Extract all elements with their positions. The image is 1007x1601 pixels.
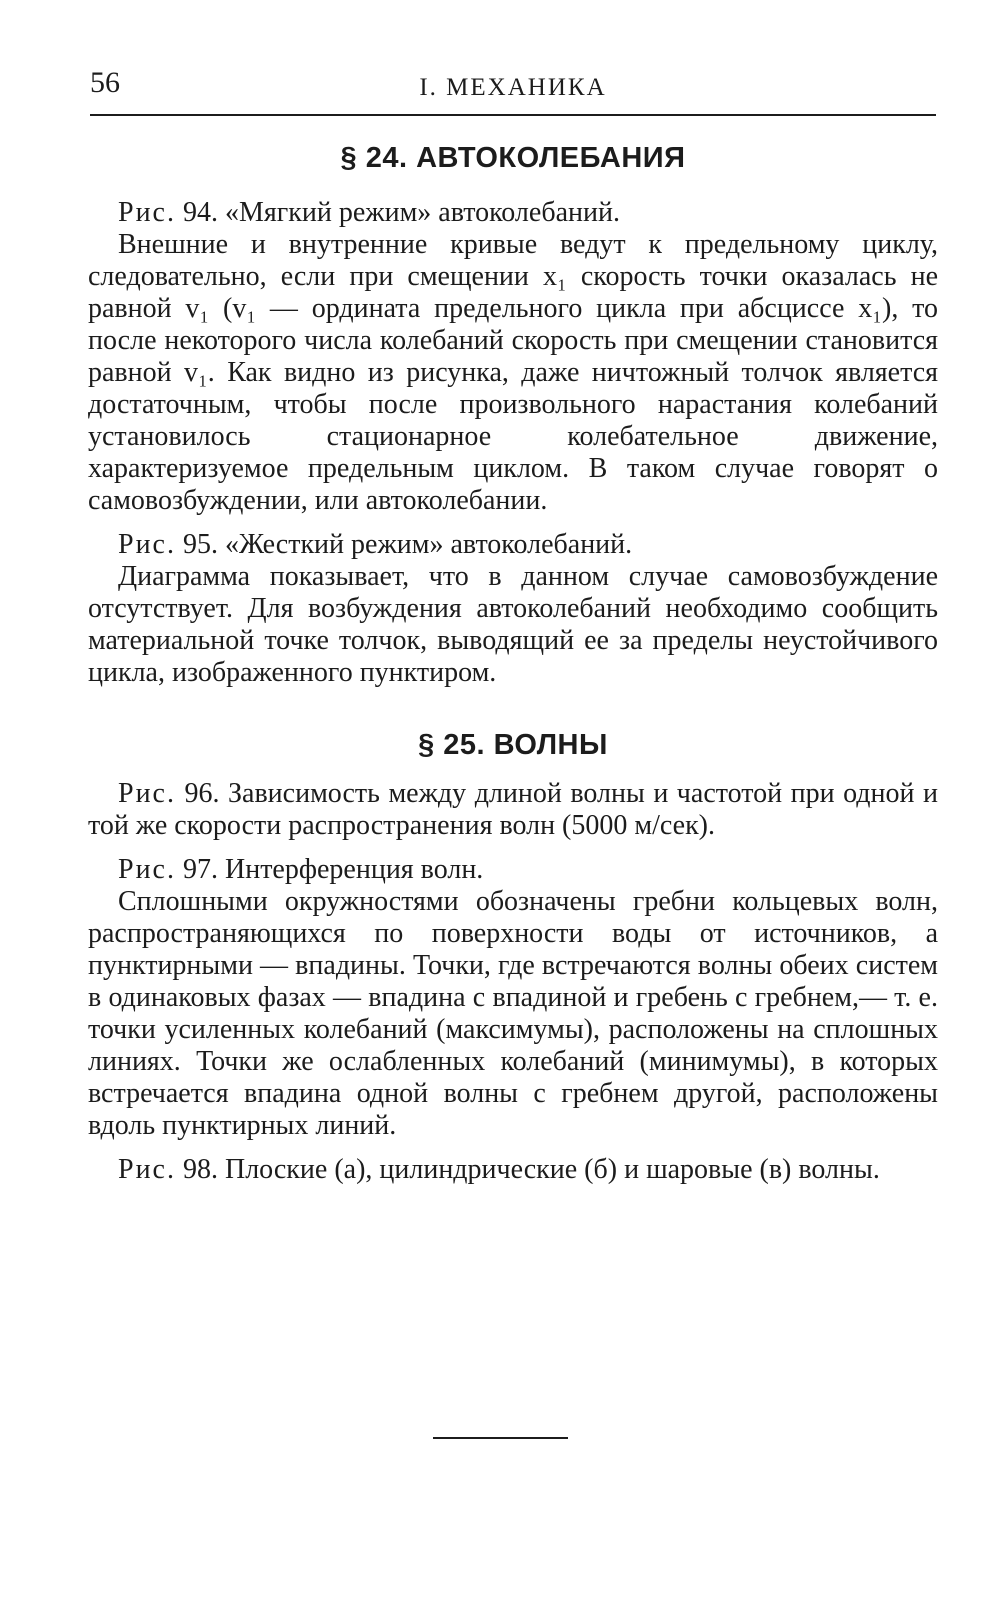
figure-label: Рис. [118, 197, 176, 228]
figure-label: Рис. [118, 1154, 176, 1185]
page-content [88, 142, 938, 1186]
figure-caption-97 [88, 854, 938, 886]
running-head [90, 60, 936, 108]
figure-caption-text: 96. Зависимость между длиной волны и частотой при одной и той же скорости распространения волн (5000 м/сек). [88, 778, 938, 841]
figure-caption-text: 98. Плоские (а), цилиндрические (б) и шаровые (в) волны. [182, 1154, 880, 1185]
end-rule [433, 1437, 568, 1439]
section-title-25: § 25. ВОЛНЫ [418, 729, 608, 761]
figure-caption-94 [88, 197, 938, 229]
figure-caption-95 [88, 529, 938, 561]
figure-caption-96 [88, 778, 938, 842]
page-number: 56 [90, 66, 120, 99]
figure-label: Рис. [118, 778, 176, 809]
figure-caption-text: 95. «Жесткий режим» автоколебаний. [182, 529, 633, 560]
figure-caption-text: 94. «Мягкий режим» автоколебаний. [182, 197, 620, 228]
header-rule [90, 114, 936, 116]
figure-label: Рис. [118, 854, 176, 885]
figure-label: Рис. [118, 529, 176, 560]
section-title-24: § 24. АВТОКОЛЕБАНИЯ [340, 142, 686, 174]
figure-caption-98 [88, 1154, 938, 1186]
figure-description-95: Диаграмма показывает, что в данном случае самовозбуждение отсутствует. Для возбуждения автоколебаний необходимо сообщить материальной точке толчок, выводящий ее за пределы неустойчивого цикла, изображенного пунктиром. [88, 561, 938, 688]
figure-description-94: Внешние и внутренние кривые ведут к предельному циклу, следовательно, если при смещении x₁ скорость точки оказалась не равной v₁ (v₁ — ордината предельного цикла при абсциссе x₁), то после некоторого числа колебаний скорость при смещении становится равной v₁. Как видно из рисунка, даже ничтожный толчок является достаточным, чтобы после произвольного нарастания колебаний установилось стационарное колебательное движение, характеризуемое предельным циклом. В таком случае говорят о самовозбуждении, или автоколебании. [88, 229, 938, 516]
running-title: I. МЕХАНИКА [419, 74, 607, 101]
figure-caption-text: 97. Интерференция волн. [182, 854, 484, 885]
figure-description-97: Сплошными окружностями обозначены гребни кольцевых волн, распространяющихся по поверхности воды от источников, а пунктирными — впадины. Точки, где встречаются волны обеих систем в одинаковых фазах — впадина с впадиной и гребень с гребнем,— т. е. точки усиленных колебаний (максимумы), расположены на сплошных линиях. Точки же ослабленных колебаний (минимумы), в которых встречается впадина одной волны с гребнем другой, расположены вдоль пунктирных линий. [88, 886, 938, 1141]
